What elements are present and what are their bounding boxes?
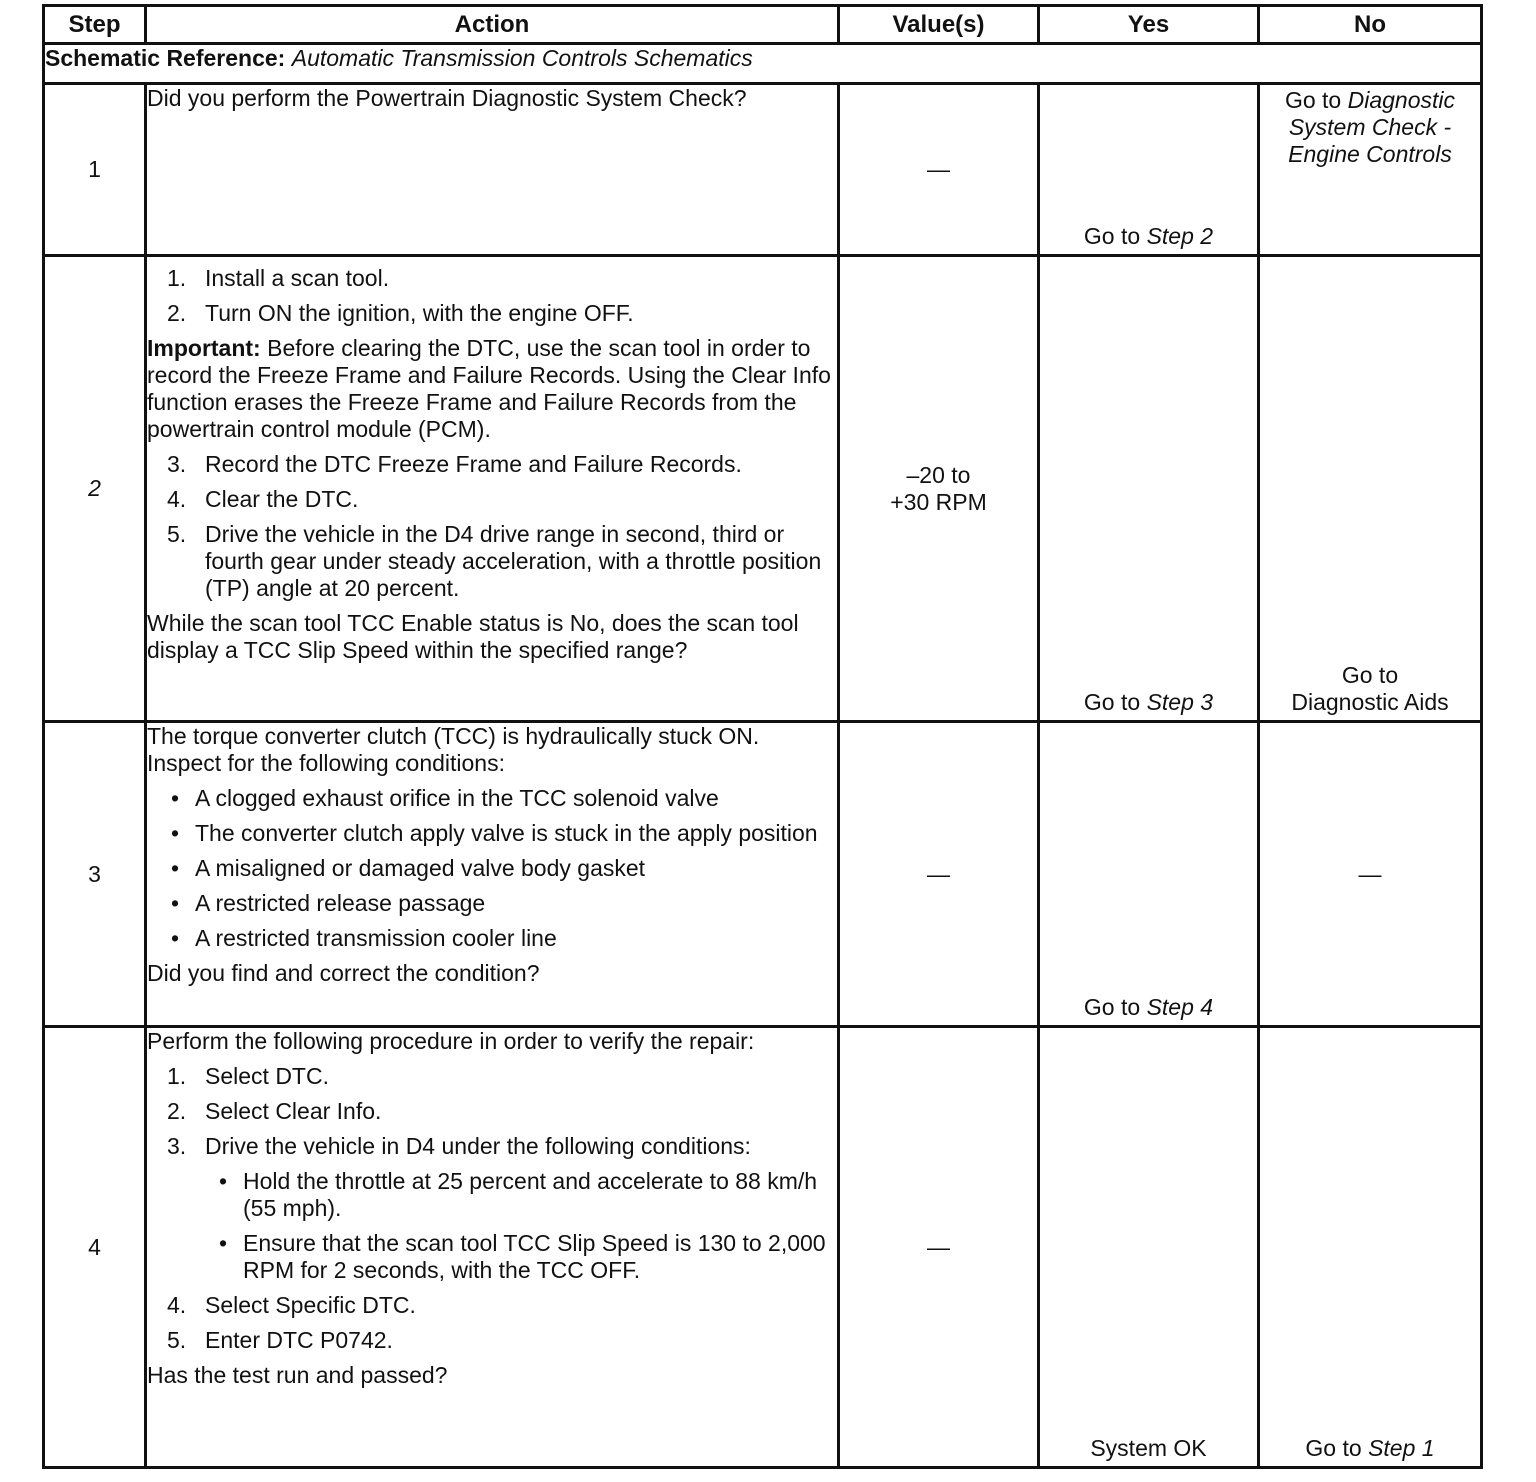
no-link-line-2[interactable]: System Check - bbox=[1288, 114, 1452, 140]
item-text: Enter DTC P0742. bbox=[205, 1327, 393, 1353]
item-text: Install a scan tool. bbox=[205, 265, 390, 291]
header-values: Value(s) bbox=[839, 6, 1039, 44]
value-line-1: –20 to bbox=[906, 461, 971, 488]
item-text: Clear the DTC. bbox=[205, 486, 359, 512]
header-no: No bbox=[1259, 6, 1482, 44]
table-row bbox=[44, 256, 1482, 722]
intro-text: The torque converter clutch (TCC) is hydraulically stuck ON. Inspect for the following conditions: bbox=[147, 723, 760, 776]
step-number: 3 bbox=[44, 722, 146, 1027]
item-number: 5. bbox=[167, 1327, 187, 1353]
important-label: Important: bbox=[147, 335, 261, 361]
list-item bbox=[147, 1098, 837, 1125]
value-cell bbox=[839, 256, 1039, 722]
reference-label: Schematic Reference: bbox=[45, 45, 286, 71]
no-prefix: Go to bbox=[1284, 87, 1348, 113]
action-cell bbox=[146, 722, 839, 1027]
list-item bbox=[147, 300, 837, 327]
procedure-list bbox=[147, 1063, 837, 1160]
condition-sublist bbox=[147, 1168, 837, 1284]
no-cell bbox=[1259, 84, 1482, 256]
intro-text: Perform the following procedure in order to verify the repair: bbox=[147, 1028, 755, 1054]
procedure-list bbox=[147, 451, 837, 602]
no-link[interactable]: Step 1 bbox=[1368, 1435, 1435, 1461]
yes-link[interactable]: Step 4 bbox=[1146, 994, 1214, 1020]
list-item bbox=[147, 1292, 837, 1319]
list-item bbox=[147, 785, 837, 812]
table-row bbox=[44, 1027, 1482, 1468]
header-step: Step bbox=[44, 6, 146, 44]
list-item bbox=[147, 451, 837, 478]
item-text: Ensure that the scan tool TCC Slip Speed is 130 to 2,000 RPM for 2 seconds, with the TCC OFF. bbox=[243, 1230, 826, 1283]
schematic-reference bbox=[44, 44, 1482, 84]
procedure-list bbox=[147, 1292, 837, 1354]
item-number: 3. bbox=[167, 451, 187, 477]
item-text: Turn ON the ignition, with the engine OFF. bbox=[205, 300, 634, 326]
action-cell bbox=[146, 1027, 839, 1468]
value-cell: — bbox=[839, 722, 1039, 1027]
no-cell bbox=[1259, 1027, 1482, 1468]
step-number: 1 bbox=[44, 84, 146, 256]
item-text: The converter clutch apply valve is stuck in the apply position bbox=[195, 820, 818, 846]
question: Did you perform the Powertrain Diagnostic System Check? bbox=[147, 85, 747, 111]
value-cell: — bbox=[839, 1027, 1039, 1468]
list-item bbox=[147, 1133, 837, 1160]
item-text: A clogged exhaust orifice in the TCC solenoid valve bbox=[195, 785, 719, 811]
list-item bbox=[147, 1230, 837, 1284]
item-text: A restricted release passage bbox=[195, 890, 486, 916]
list-item bbox=[147, 1168, 837, 1222]
item-number: 1. bbox=[167, 265, 187, 291]
bullet-icon: • bbox=[171, 820, 180, 846]
no-line-1: Go to bbox=[1341, 662, 1399, 688]
item-text: Drive the vehicle in the D4 drive range in second, third or fourth gear under steady acceleration, with a throttle position (TP) angle at 20 percent. bbox=[205, 521, 822, 601]
item-number: 3. bbox=[167, 1133, 187, 1159]
list-item bbox=[147, 925, 837, 952]
no-prefix: Go to bbox=[1305, 1435, 1369, 1461]
list-item bbox=[147, 890, 837, 917]
item-number: 5. bbox=[167, 521, 187, 547]
action-cell bbox=[146, 256, 839, 722]
list-item bbox=[147, 1063, 837, 1090]
yes-cell bbox=[1039, 256, 1259, 722]
item-number: 4. bbox=[167, 1292, 187, 1318]
yes-prefix: Go to bbox=[1083, 994, 1147, 1020]
yes-cell bbox=[1039, 722, 1259, 1027]
value-line-2: +30 RPM bbox=[890, 488, 987, 515]
list-item bbox=[147, 820, 837, 847]
bullet-icon: • bbox=[171, 925, 180, 951]
header-row bbox=[44, 6, 1482, 44]
question: Has the test run and passed? bbox=[147, 1362, 448, 1388]
item-text: A restricted transmission cooler line bbox=[195, 925, 557, 951]
diagnostic-table bbox=[42, 4, 1483, 1469]
condition-list bbox=[147, 785, 837, 952]
no-link-line-1[interactable]: Diagnostic bbox=[1347, 87, 1456, 113]
yes-link[interactable]: Step 3 bbox=[1146, 689, 1214, 715]
reference-link[interactable]: Automatic Transmission Controls Schematics bbox=[291, 45, 753, 71]
question: Did you find and correct the condition? bbox=[147, 960, 540, 986]
list-item bbox=[147, 265, 837, 292]
item-number: 1. bbox=[167, 1063, 187, 1089]
yes-text: System OK bbox=[1090, 1435, 1207, 1461]
table-row bbox=[44, 84, 1482, 256]
no-cell: — bbox=[1259, 722, 1482, 1027]
yes-cell bbox=[1039, 1027, 1259, 1468]
step-number: 4 bbox=[44, 1027, 146, 1468]
yes-cell bbox=[1039, 84, 1259, 256]
value-cell: — bbox=[839, 84, 1039, 256]
yes-link[interactable]: Step 2 bbox=[1146, 223, 1214, 249]
step-number: 2 bbox=[44, 256, 146, 722]
item-text: Hold the throttle at 25 percent and accelerate to 88 km/h (55 mph). bbox=[243, 1168, 818, 1221]
yes-prefix: Go to bbox=[1083, 689, 1147, 715]
list-item bbox=[147, 1327, 837, 1354]
item-text: Select Specific DTC. bbox=[205, 1292, 416, 1318]
bullet-icon: • bbox=[171, 855, 180, 881]
header-action: Action bbox=[146, 6, 839, 44]
list-item bbox=[147, 855, 837, 882]
question: While the scan tool TCC Enable status is No, does the scan tool display a TCC Slip Speed within the specified range? bbox=[147, 610, 799, 663]
schematic-reference-row bbox=[44, 44, 1482, 84]
action-cell bbox=[146, 84, 839, 256]
item-number: 2. bbox=[167, 300, 187, 326]
item-number: 2. bbox=[167, 1098, 187, 1124]
important-text: Before clearing the DTC, use the scan tool in order to record the Freeze Frame and Failure Records. Using the Clear Info function erases the Freeze Frame and Failure Records from the powertrain control module (PCM). bbox=[147, 335, 831, 442]
bullet-icon: • bbox=[219, 1230, 228, 1256]
item-text: Select Clear Info. bbox=[205, 1098, 382, 1124]
item-number: 4. bbox=[167, 486, 187, 512]
item-text: Drive the vehicle in D4 under the following conditions: bbox=[205, 1133, 751, 1159]
no-link[interactable]: Diagnostic Aids bbox=[1291, 689, 1449, 715]
header-yes: Yes bbox=[1039, 6, 1259, 44]
bullet-icon: • bbox=[171, 890, 180, 916]
no-link-line-3[interactable]: Engine Controls bbox=[1288, 141, 1452, 167]
procedure-list bbox=[147, 265, 837, 327]
bullet-icon: • bbox=[219, 1168, 228, 1194]
bullet-icon: • bbox=[171, 785, 180, 811]
yes-prefix: Go to bbox=[1083, 223, 1147, 249]
item-text: Record the DTC Freeze Frame and Failure Records. bbox=[205, 451, 742, 477]
item-text: Select DTC. bbox=[205, 1063, 329, 1089]
list-item bbox=[147, 486, 837, 513]
table-row bbox=[44, 722, 1482, 1027]
no-cell bbox=[1259, 256, 1482, 722]
important-note bbox=[147, 335, 837, 443]
list-item bbox=[147, 521, 837, 602]
item-text: A misaligned or damaged valve body gasket bbox=[195, 855, 646, 881]
